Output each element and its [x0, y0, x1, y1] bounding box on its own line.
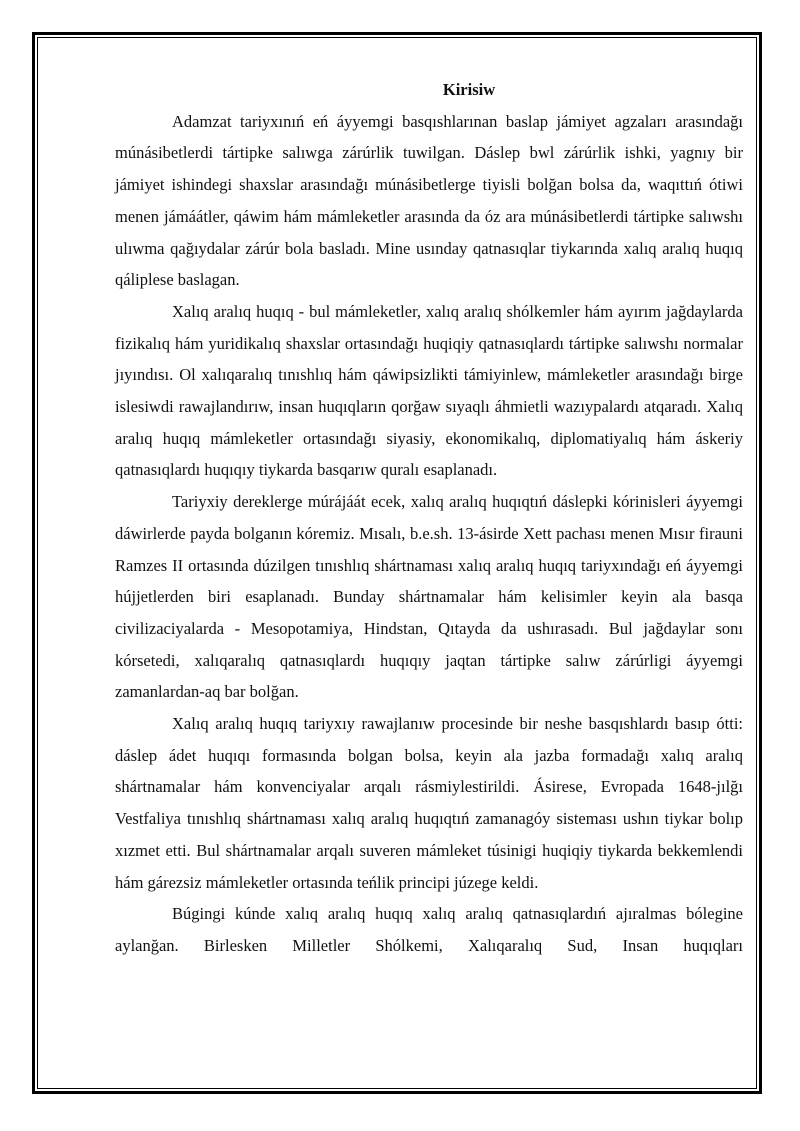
paragraph-4: Xalıq aralıq huqıq tariyxıy rawajlanıw procesinde bir neshe basqıshlardı basıp ótti: dáslep ádet huqıqı formasında bolgan bolsa, keyin ala jazba formadağı xalıq aralıq shártnamalar hám konvenciyalar arqalı rásmiylestirildi. Ásirese, Evropada 1648-jılğı Vestfaliya tınıshlıq shártnaması xalıq aralıq huqıqtıń zamanagóy sisteması ushın tiykar bolıp xızmet etti. Bul shártnamalar arqalı suveren mámleket túsinigi huqiqiy tiykarda bekkemlendi hám gárezsiz mámleketler ortasında teńlik principi júzege keldi.	[115, 714, 743, 892]
paragraph-2: Xalıq aralıq huqıq - bul mámleketler, xalıq aralıq shólkemler hám ayırım jağdaylarda fizikalıq hám yuridikalıq shaxslar ortasındağı huqiqiy qatnasıqlardı tártipke salıwshı normalar jıyındısı. Ol xalıqaralıq tınıshlıq hám qáwipsizlikti támiyinlew, mámleketler arasındağı birge islesiwdi rawajlandırıw, insan huqıqların qorğaw sıyaqlı áhmietli wazıypalardı atqaradı. Xalıq aralıq huqıq mámleketler ortasındağı siyasiy, ekonomikalıq, diplomatiyalıq hám áskeriy qatnasıqlardı huqıqıy tiykarda basqarıw quralı esaplanadı.	[115, 301, 743, 480]
paragraph-1: Adamzat tariyxınıń eń áyyemgi basqıshlarınan baslap jámiyet agzaları arasındağı múnásibetlerdi tártipke salıwga zárúrlik tuwilgan. Dáslep bwl zárúrlik ishki, yagnıy bir jámiyet ishindegi shaxslar arasındağı múnásibetlerge tiyisli bolğan bolsa da, waqıttıń ótiwi menen jámáátler, qáwim hám mámleketler arasında da óz ara múnásibetlerdi tártipke salıwshı ulıwma qağıydalar zárúr bola basladı. Mine usınday qatnasıqlar tiykarında xalıq aralıq huqıq qáliplese baslagan.	[115, 111, 743, 290]
paragraph-5: Búgingi kúnde xalıq aralıq huqıq xalıq aralıq qatnasıqlardıń ajıralmas bólegine aylanğan. Birlesken Milletler Shólkemi, Xalıqaralıq Sud, Insan huqıqları	[115, 904, 743, 955]
paragraph-3: Tariyxiy dereklerge múrájáát ecek, xalıq aralıq huqıqtıń dáslepki kórinisleri áyyemgi dáwirlerde payda bolganın kóremiz. Mısalı, b.e.sh. 13-ásirde Xett pachası menen Mısır firauni Ramzes II ortasında dúzilgen tınıshlıq shártnaması xalıq aralıq huqıq tariyxındağı eń áyyemgi hújjetlerden biri esaplanadı. Bunday shártnamalar hám kelisimler keyin ala basqa civilizaciyalarda - Mesopotamiya, Hindstan, Qıtayda da ushırasadı. Bul jağdaylar sonı kórsetedi, xalıqaralıq qatnasıqlardı huqıqıy jaqtan tártipke salıw zárúrligi áyyemgi zamanlardan-aq bar bolğan.	[115, 492, 743, 702]
document-body	[115, 74, 743, 962]
document-title: Kirisiw	[442, 80, 496, 99]
